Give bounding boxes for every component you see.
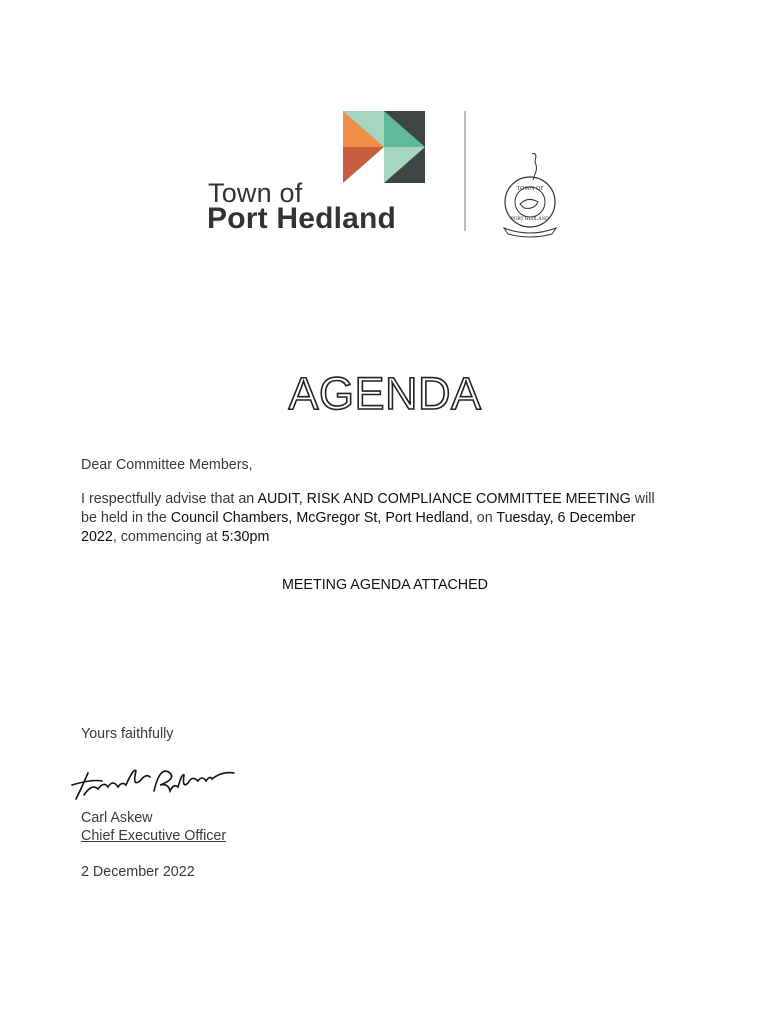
paragraph-line-3 [81,528,655,547]
meeting-venue: Council Chambers, McGregor St, Port Hedland [170,510,469,526]
text: be held in the [81,510,171,526]
text: I respectfully advise that an [81,491,258,507]
text: will [630,491,655,507]
signatory-name: Carl Askew [81,810,153,826]
closing: Yours faithfully [81,726,174,742]
meeting-date: Tuesday, 6 December [496,510,636,526]
letter-date: 2 December 2022 [81,864,195,880]
signatory-title: Chief Executive Officer [81,828,227,844]
logo-divider [464,111,466,231]
agenda-attached-note: MEETING AGENDA ATTACHED [281,577,488,593]
paragraph-line-2 [81,509,655,528]
paragraph-line-1 [81,490,655,509]
meeting-notice-paragraph [81,490,655,547]
svg-text:PORT HEDLAND: PORT HEDLAND [511,217,549,222]
signature [66,765,266,805]
text: , commencing at [112,529,222,545]
svg-text:TOWN OF: TOWN OF [516,186,544,192]
meeting-name: AUDIT, RISK AND COMPLIANCE COMMITTEE MEETING [257,491,631,507]
meeting-year: 2022 [81,529,113,545]
town-logo-mark [343,111,425,183]
logo-port-hedland: Port Hedland [207,202,397,235]
greeting: Dear Committee Members, [81,457,253,473]
logo-town-of: Town of [208,178,303,208]
meeting-time: 5:30pm [221,529,270,545]
page-heading: AGENDA [288,368,482,419]
town-seal-icon [496,150,564,242]
text: , on [468,510,497,526]
